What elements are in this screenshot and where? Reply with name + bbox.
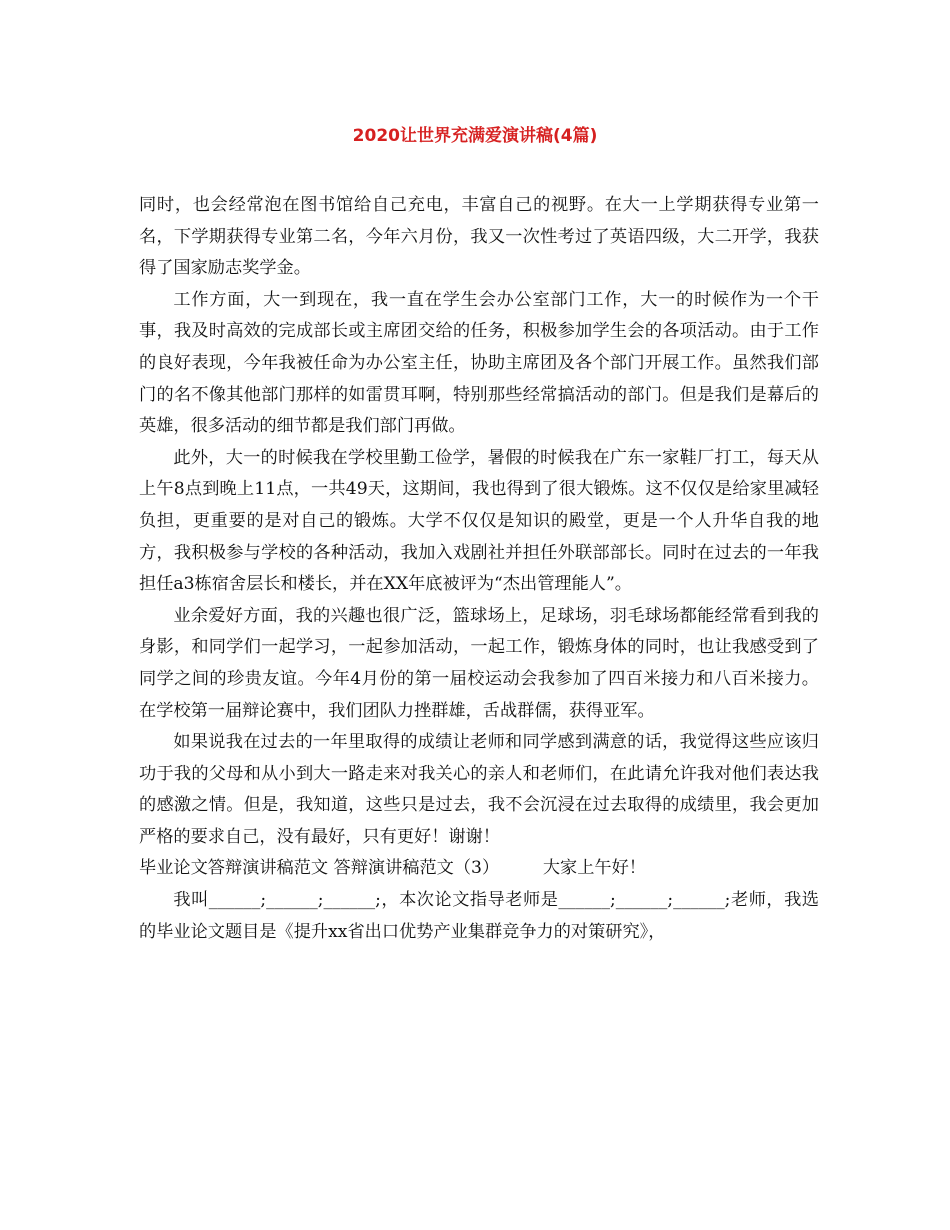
document-title: 2020让世界充满爱演讲稿(4篇) <box>352 126 598 146</box>
document-body <box>139 190 819 948</box>
section-heading-line: 毕业论文答辩演讲稿范文 答辩演讲稿范文（3） 大家上午好！ <box>139 858 646 879</box>
paragraph-part-time: 此外，大一的时候我在学校里勤工俭学，暑假的时候我在广东一家鞋厂打工，每天从上午8点到晚上11点，一共49天，这期间，我也得到了很大锻炼。这不仅仅是给家里减轻负担，更重要的是对自己的锻炼。大学不仅仅是知识的殿堂，更是一个人升华自我的地方，我积极参与学校的各种活动，我加入戏剧社并担任外联部部长。同时在过去的一年我担任a3栋宿舍层长和楼长，并在XX年底被评为“杰出管理能人”。 <box>139 447 819 595</box>
paragraph-work: 工作方面，大一到现在，我一直在学生会办公室部门工作，大一的时候作为一个干事，我及时高效的完成部长或主席团交给的任务，积极参加学生会的各项活动。由于工作的良好表现，今年我被任命为办公室主任，协助主席团及各个部门开展工作。虽然我们部门的名不像其他部门那样的如雷贯耳啊，特别那些经常搞活动的部门。但是我们是幕后的英雄，很多活动的细节都是我们部门再做。 <box>139 289 819 437</box>
paragraph-hobbies: 业余爱好方面，我的兴趣也很广泛，篮球场上，足球场，羽毛球场都能经常看到我的身影，和同学们一起学习，一起参加活动，一起工作，锻炼身体的同时，也让我感受到了同学之间的珍贵友谊。今年4月份的第一届校运动会我参加了四百米接力和八百米接力。在学校第一届辩论赛中，我们团队力挫群雄，舌战群儒，获得亚军。 <box>139 605 819 721</box>
paragraph-continuation: 同时，也会经常泡在图书馆给自己充电，丰富自己的视野。在大一上学期获得专业第一名，下学期获得专业第二名，今年六月份，我又一次性考过了英语四级，大二开学，我获得了国家励志奖学金。 <box>139 195 819 279</box>
paragraph-self-intro: 我叫______;______;______;，本次论文指导老师是______;______;______;老师，我选的毕业论文题目是《提升xx省出口优势产业集群竞争力的对策研究》， <box>139 890 819 942</box>
paragraph-gratitude: 如果说我在过去的一年里取得的成绩让老师和同学感到满意的话，我觉得这些应该归功于我的父母和从小到大一路走来对我关心的亲人和老师们，在此请允许我对他们表达我的感激之情。但是，我知道，这些只是过去，我不会沉浸在过去取得的成绩里，我会更加严格的要求自己，没有最好，只有更好！谢谢！ <box>139 732 819 847</box>
